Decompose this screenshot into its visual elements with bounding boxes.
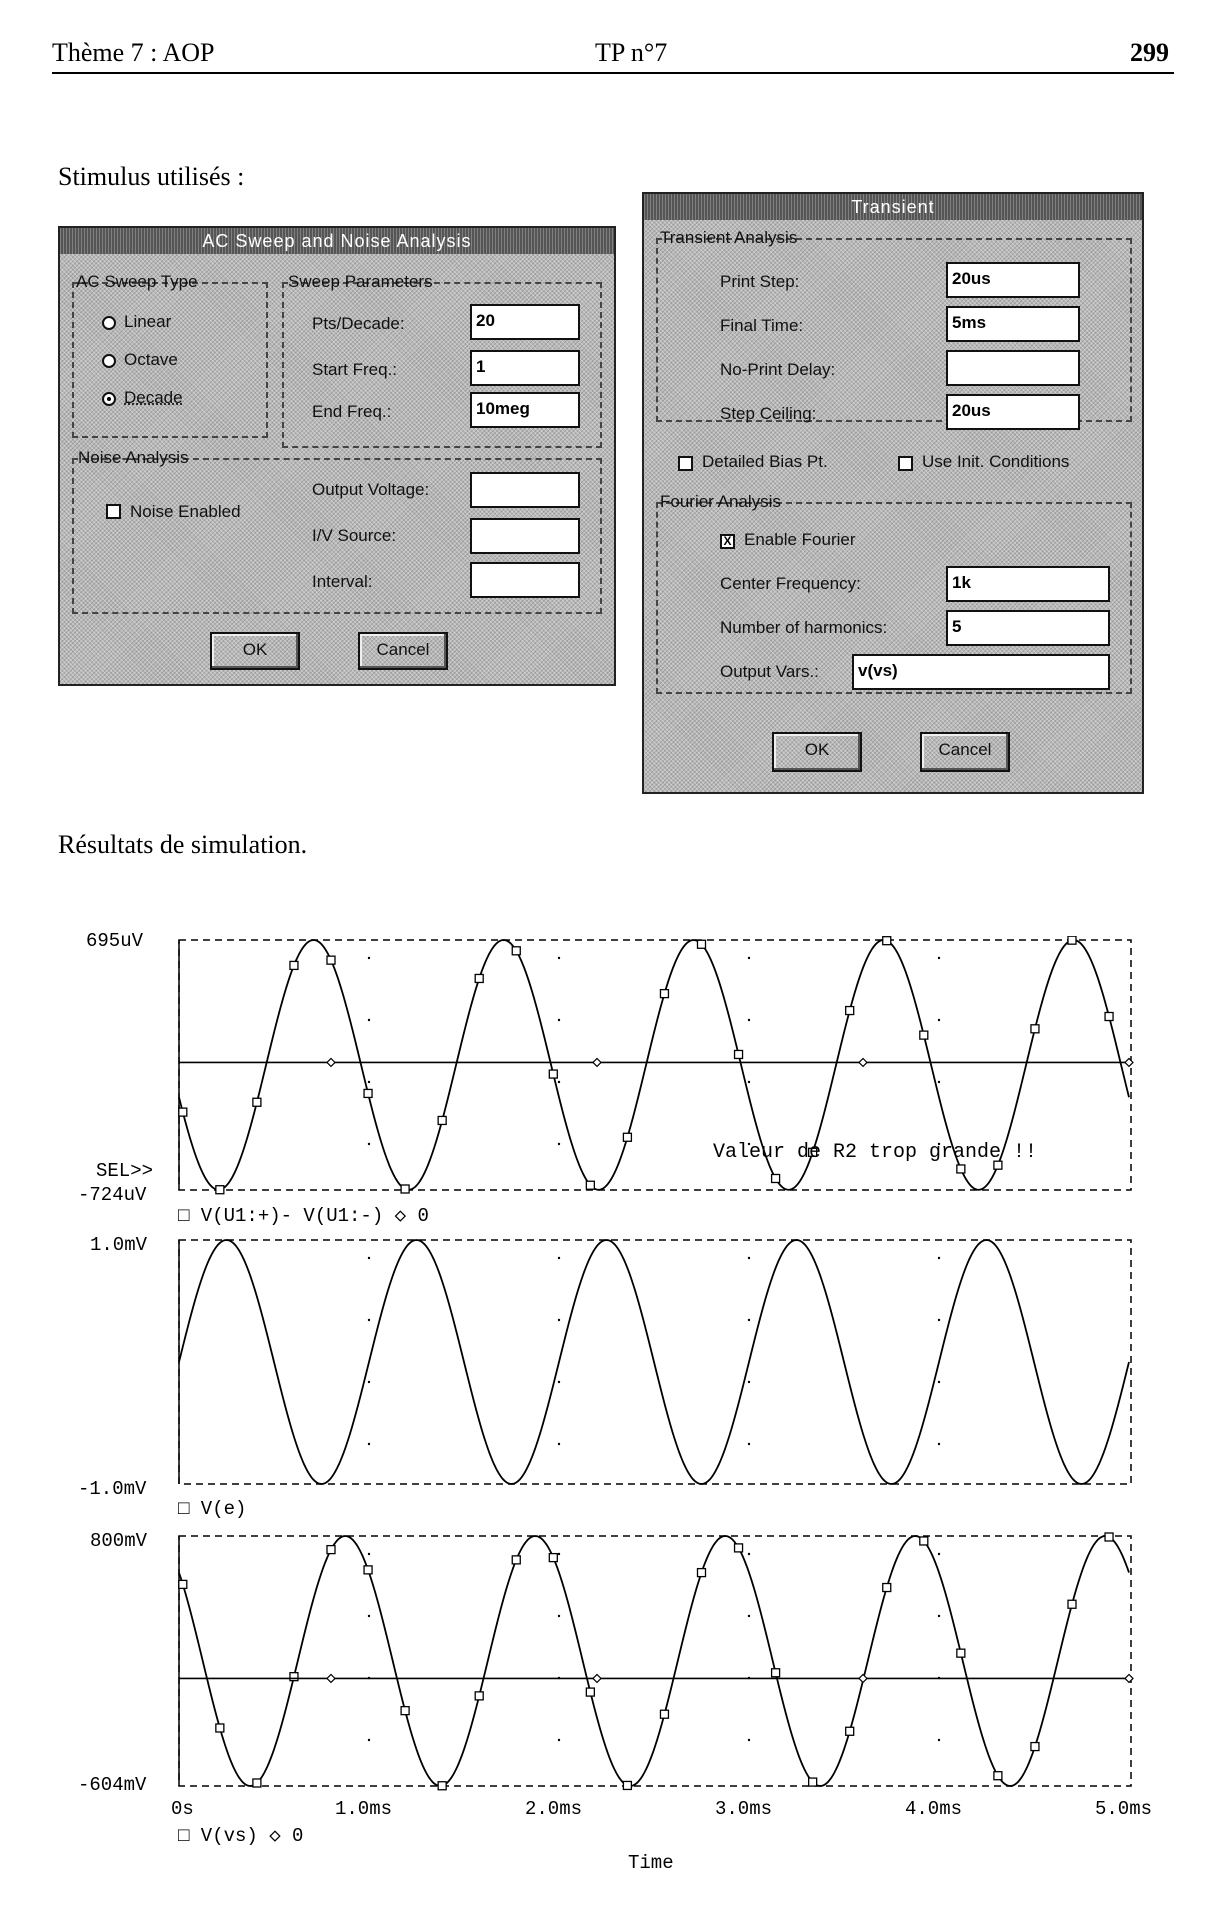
- x-tick-label: 3.0ms: [715, 1798, 773, 1820]
- grid-dot: [938, 1019, 940, 1021]
- zero-diamond-marker: [593, 1674, 601, 1682]
- grid-dot: [558, 1739, 560, 1741]
- use-init-label: Use Init. Conditions: [922, 452, 1070, 471]
- series-square-marker: [512, 1556, 520, 1564]
- ac-ok-button[interactable]: OK: [210, 632, 300, 670]
- series-square-marker: [216, 1724, 224, 1732]
- series-square-marker: [623, 1133, 631, 1141]
- grid-dot: [558, 1019, 560, 1021]
- grid-dot: [938, 1381, 940, 1383]
- output-vars-label: Output Vars.:: [720, 662, 819, 681]
- grid-dot: [558, 1443, 560, 1445]
- enable-fourier-label: Enable Fourier: [744, 530, 856, 549]
- harmonics-input[interactable]: 5: [946, 610, 1110, 646]
- series-square-marker: [253, 1098, 261, 1106]
- grid-dot: [368, 1143, 370, 1145]
- step-ceiling-input[interactable]: 20us: [946, 394, 1080, 430]
- grid-dot: [558, 1319, 560, 1321]
- grid-dot: [368, 1615, 370, 1617]
- grid-dot: [748, 957, 750, 959]
- output-voltage-label: Output Voltage:: [312, 480, 430, 499]
- radio-linear-label: Linear: [124, 312, 172, 331]
- series-square-marker: [623, 1781, 631, 1789]
- plot3-legend: □ V(vs) ◇ 0: [178, 1825, 304, 1847]
- series-square-marker: [253, 1779, 261, 1787]
- final-time-label: Final Time:: [720, 316, 804, 335]
- plot2-ymin-label: -1.0mV: [78, 1478, 147, 1500]
- series-square-marker: [586, 1688, 594, 1696]
- grid-dot: [368, 1019, 370, 1021]
- zero-diamond-marker: [593, 1058, 601, 1066]
- radio-linear[interactable]: [102, 316, 116, 330]
- interval-label: Interval:: [312, 572, 373, 591]
- sweep-params-group-label: Sweep Parameters: [288, 272, 433, 291]
- detailed-bias-label: Detailed Bias Pt.: [702, 452, 828, 471]
- pts-decade-label: Pts/Decade:: [312, 314, 405, 333]
- print-step-input[interactable]: 20us: [946, 262, 1080, 298]
- series-square-marker: [957, 1165, 965, 1173]
- grid-dot: [748, 1381, 750, 1383]
- output-vars-input[interactable]: v(vs): [852, 654, 1110, 690]
- grid-dot: [938, 1739, 940, 1741]
- x-tick-label: 5.0ms: [1095, 1798, 1153, 1820]
- series-square-marker: [698, 940, 706, 948]
- plot1-ymax-label: 695uV: [86, 930, 144, 952]
- x-tick-label: 1.0ms: [335, 1798, 393, 1820]
- x-tick-label: 2.0ms: [525, 1798, 583, 1820]
- series-square-marker: [772, 1669, 780, 1677]
- zero-diamond-marker: [327, 1674, 335, 1682]
- plot2-svg: [178, 1236, 1134, 1492]
- series-square-marker: [475, 1692, 483, 1700]
- start-freq-label: Start Freq.:: [312, 360, 398, 379]
- grid-dot: [558, 1143, 560, 1145]
- grid-dot: [938, 1081, 940, 1083]
- center-freq-label: Center Frequency:: [720, 574, 861, 593]
- plot3-xlabel: Time: [628, 1852, 674, 1874]
- grid-dot: [368, 1553, 370, 1555]
- grid-dot: [558, 1381, 560, 1383]
- step-ceiling-label: Step Ceiling:: [720, 404, 817, 423]
- plot1-annotation: Valeur de R2 trop grande !!: [713, 1141, 1038, 1164]
- header-rule: [52, 72, 1174, 74]
- series-square-marker: [772, 1174, 780, 1182]
- grid-dot: [558, 957, 560, 959]
- enable-fourier-checkbox[interactable]: X: [720, 534, 735, 549]
- start-freq-input[interactable]: 1: [470, 350, 580, 386]
- radio-decade-label: Decade: [124, 388, 183, 407]
- zero-diamond-marker: [1125, 1058, 1133, 1066]
- detailed-bias-checkbox[interactable]: [678, 456, 693, 471]
- sweep-type-group-label: AC Sweep Type: [76, 272, 198, 291]
- series-square-marker: [660, 990, 668, 998]
- ac-sweep-dialog: [58, 226, 616, 686]
- plot2-legend: □ V(e): [178, 1498, 247, 1520]
- transient-cancel-button[interactable]: Cancel: [920, 732, 1010, 772]
- grid-dot: [748, 1553, 750, 1555]
- grid-dot: [558, 1615, 560, 1617]
- plot3-svg: [178, 1532, 1138, 1800]
- series-square-marker: [327, 956, 335, 964]
- fourier-group-label: Fourier Analysis: [660, 492, 781, 511]
- transient-dialog: [642, 192, 1144, 794]
- noise-group-label: Noise Analysis: [78, 448, 189, 467]
- zero-diamond-marker: [859, 1058, 867, 1066]
- end-freq-input[interactable]: 10meg: [470, 392, 580, 428]
- grid-dot: [748, 1443, 750, 1445]
- header-left: Thème 7 : AOP: [52, 38, 215, 67]
- transient-ok-button[interactable]: OK: [772, 732, 862, 772]
- grid-dot: [558, 1257, 560, 1259]
- series-square-marker: [957, 1649, 965, 1657]
- series-square-marker: [883, 1584, 891, 1592]
- grid-dot: [938, 957, 940, 959]
- plot1-ymin-label: -724uV: [78, 1184, 147, 1206]
- series-square-marker: [364, 1089, 372, 1097]
- plot2-frame: [179, 1240, 1131, 1484]
- series-square-marker: [364, 1566, 372, 1574]
- radio-octave[interactable]: [102, 354, 116, 368]
- grid-dot: [748, 1739, 750, 1741]
- series-square-marker: [290, 1673, 298, 1681]
- grid-dot: [748, 1615, 750, 1617]
- grid-dot: [938, 1319, 940, 1321]
- series-square-marker: [920, 1537, 928, 1545]
- plot1-legend: □ V(U1:+)- V(U1:-) ◇ 0: [178, 1205, 429, 1227]
- transient-analysis-group-label: Transient Analysis: [660, 228, 798, 247]
- grid-dot: [558, 1553, 560, 1555]
- harmonics-label: Number of harmonics:: [720, 618, 888, 637]
- grid-dot: [368, 1081, 370, 1083]
- series-square-marker: [438, 1116, 446, 1124]
- grid-dot: [368, 1257, 370, 1259]
- zero-diamond-marker: [859, 1674, 867, 1682]
- grid-dot: [368, 1381, 370, 1383]
- grid-dot: [938, 1257, 940, 1259]
- grid-dot: [368, 1443, 370, 1445]
- series-square-marker: [809, 1778, 817, 1786]
- grid-dot: [748, 1019, 750, 1021]
- series-square-marker: [290, 961, 298, 969]
- series-square-marker: [401, 1707, 409, 1715]
- grid-dot: [938, 1615, 940, 1617]
- iv-source-label: I/V Source:: [312, 526, 397, 545]
- series-square-marker: [512, 947, 520, 955]
- series-square-marker: [846, 1727, 854, 1735]
- series-square-marker: [179, 1108, 187, 1116]
- end-freq-label: End Freq.:: [312, 402, 392, 421]
- noise-enabled-checkbox[interactable]: [106, 504, 121, 519]
- series-square-marker: [994, 1772, 1002, 1780]
- series-square-marker: [475, 974, 483, 982]
- series-square-marker: [735, 1050, 743, 1058]
- grid-dot: [368, 1319, 370, 1321]
- series-square-marker: [1105, 1533, 1113, 1541]
- center-freq-input[interactable]: 1k: [946, 566, 1110, 602]
- x-tick-label: 4.0ms: [905, 1798, 963, 1820]
- iv-source-input[interactable]: [470, 518, 580, 554]
- zero-diamond-marker: [1125, 1674, 1133, 1682]
- series-square-marker: [846, 1007, 854, 1015]
- plot2-ymax-label: 1.0mV: [90, 1234, 148, 1256]
- series-square-marker: [735, 1544, 743, 1552]
- plot3-ymax-label: 800mV: [90, 1530, 148, 1552]
- series-square-marker: [586, 1181, 594, 1189]
- final-time-input[interactable]: 5ms: [946, 306, 1080, 342]
- transient-dialog-title: Transient: [644, 194, 1142, 220]
- series-square-marker: [549, 1070, 557, 1078]
- grid-dot: [368, 957, 370, 959]
- plot3-ymin-label: -604mV: [78, 1774, 147, 1796]
- no-print-delay-label: No-Print Delay:: [720, 360, 836, 379]
- stimulus-caption: Stimulus utilisés :: [58, 162, 245, 191]
- series-square-marker: [1105, 1013, 1113, 1021]
- zero-diamond-marker: [327, 1058, 335, 1066]
- series-square-marker: [698, 1569, 706, 1577]
- plot1-svg: [178, 936, 1134, 1198]
- grid-dot: [938, 1553, 940, 1555]
- series-line: [179, 1240, 1129, 1484]
- series-square-marker: [920, 1031, 928, 1039]
- header-center: TP n°7: [595, 38, 668, 67]
- output-voltage-input[interactable]: [470, 472, 580, 508]
- series-square-marker: [216, 1186, 224, 1194]
- pts-decade-input[interactable]: 20: [470, 304, 580, 340]
- grid-dot: [748, 1319, 750, 1321]
- series-square-marker: [179, 1580, 187, 1588]
- grid-dot: [558, 1081, 560, 1083]
- print-step-label: Print Step:: [720, 272, 800, 291]
- series-square-marker: [660, 1710, 668, 1718]
- x-tick-label: 0s: [171, 1798, 194, 1820]
- ac-cancel-button[interactable]: Cancel: [358, 632, 448, 670]
- series-square-marker: [438, 1782, 446, 1790]
- interval-input[interactable]: [470, 562, 580, 598]
- series-square-marker: [1068, 1600, 1076, 1608]
- grid-dot: [938, 1443, 940, 1445]
- radio-octave-label: Octave: [124, 350, 178, 369]
- radio-decade[interactable]: [102, 392, 116, 406]
- ac-dialog-title: AC Sweep and Noise Analysis: [60, 228, 614, 254]
- grid-dot: [368, 1739, 370, 1741]
- results-caption: Résultats de simulation.: [58, 830, 308, 859]
- plot1-sel-marker: SEL>>: [96, 1160, 154, 1182]
- grid-dot: [748, 1257, 750, 1259]
- noise-enabled-label: Noise Enabled: [130, 502, 241, 521]
- use-init-checkbox[interactable]: [898, 456, 913, 471]
- grid-dot: [748, 1081, 750, 1083]
- series-square-marker: [401, 1185, 409, 1193]
- series-square-marker: [883, 937, 891, 945]
- series-square-marker: [1031, 1025, 1039, 1033]
- series-square-marker: [1068, 936, 1076, 944]
- series-line: [179, 1536, 1129, 1786]
- page-number: 299: [1130, 38, 1169, 67]
- series-square-marker: [1031, 1743, 1039, 1751]
- plot3-x-ticks: [0, 1798, 1206, 1822]
- series-square-marker: [549, 1554, 557, 1562]
- series-square-marker: [327, 1546, 335, 1554]
- no-print-delay-input[interactable]: [946, 350, 1080, 386]
